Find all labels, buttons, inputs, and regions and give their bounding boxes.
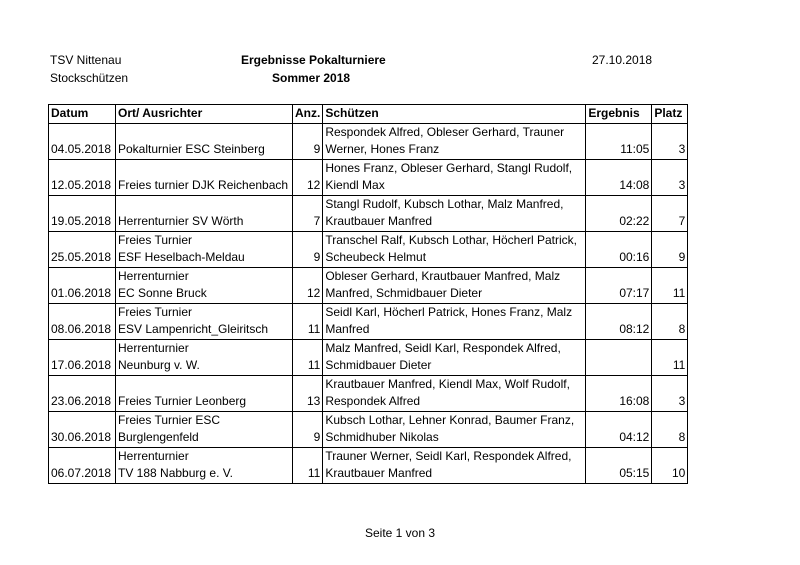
cell-ort — [116, 303, 293, 339]
cell-ergebnis: 11:05 — [586, 123, 652, 159]
cell-schuetzen-line1: Krautbauer Manfred, Kiendl Max, Wolf Rudolf, — [325, 376, 570, 391]
cell-schuetzen — [323, 195, 586, 231]
cell-schuetzen-line2: Werner, Hones Franz — [325, 142, 440, 156]
table-row — [49, 339, 688, 375]
cell-ort — [116, 339, 293, 375]
cell-ort-line1: Freies Turnier ESC — [118, 412, 221, 427]
cell-ort-line1: Herrenturnier — [118, 340, 189, 355]
cell-schuetzen — [323, 375, 586, 411]
cell-ort-line2: TV 188 Nabburg e. V. — [118, 466, 233, 480]
column-header-ort: Ort/ Ausrichter — [116, 105, 293, 124]
cell-datum: 08.06.2018 — [49, 303, 116, 339]
cell-schuetzen-line2: Krautbauer Manfred — [325, 466, 433, 480]
cell-ergebnis: 00:16 — [586, 231, 652, 267]
cell-ort — [116, 123, 293, 159]
cell-schuetzen — [323, 123, 586, 159]
page-title: Ergebnisse Pokalturniere — [241, 53, 386, 67]
document-date: 27.10.2018 — [592, 53, 653, 67]
cell-schuetzen-line2: Manfred — [325, 322, 370, 336]
cell-anz: 11 — [293, 447, 323, 483]
cell-schuetzen-line2: Respondek Alfred — [325, 394, 421, 408]
department-name: Stockschützen — [50, 71, 129, 85]
page-footer: Seite 1 von 3 — [364, 526, 436, 540]
table-row — [49, 123, 688, 159]
cell-datum: 30.06.2018 — [49, 411, 116, 447]
cell-ergebnis — [586, 339, 652, 375]
cell-schuetzen-line2: Schmidbauer Dieter — [325, 358, 432, 372]
cell-ort-line1 — [118, 376, 290, 394]
cell-ergebnis: 07:17 — [586, 267, 652, 303]
cell-anz: 11 — [293, 303, 323, 339]
cell-datum: 17.06.2018 — [49, 339, 116, 375]
column-header-platz: Platz — [652, 105, 688, 124]
cell-schuetzen-line2: Manfred, Schmidbauer Dieter — [325, 286, 483, 300]
cell-ergebnis: 04:12 — [586, 411, 652, 447]
cell-schuetzen-line2: Kiendl Max — [325, 178, 385, 192]
cell-ort-line1: Freies Turnier — [118, 304, 193, 319]
cell-ort-line2: Freies turnier DJK Reichenbach — [118, 178, 289, 192]
cell-ort-line2: Burglengenfeld — [118, 430, 199, 444]
column-header-datum: Datum — [49, 105, 116, 124]
cell-ort — [116, 267, 293, 303]
cell-schuetzen — [323, 231, 586, 267]
cell-schuetzen-line1: Transchel Ralf, Kubsch Lothar, Höcherl Patrick, — [325, 232, 578, 247]
cell-anz: 9 — [293, 123, 323, 159]
cell-ergebnis: 16:08 — [586, 375, 652, 411]
organization-name: TSV Nittenau — [50, 53, 122, 67]
cell-datum: 06.07.2018 — [49, 447, 116, 483]
cell-schuetzen-line1: Stangl Rudolf, Kubsch Lothar, Malz Manfred, — [325, 196, 564, 211]
results-table — [48, 104, 688, 484]
cell-anz: 12 — [293, 159, 323, 195]
cell-ort-line2: EC Sonne Bruck — [118, 286, 207, 300]
cell-platz: 3 — [652, 123, 688, 159]
cell-platz: 3 — [652, 375, 688, 411]
cell-schuetzen — [323, 159, 586, 195]
cell-platz: 9 — [652, 231, 688, 267]
table-row — [49, 231, 688, 267]
cell-ort-line2: Neunburg v. W. — [118, 358, 200, 372]
table-row — [49, 411, 688, 447]
cell-ort-line2: Freies Turnier Leonberg — [118, 394, 247, 408]
cell-datum: 19.05.2018 — [49, 195, 116, 231]
cell-anz: 7 — [293, 195, 323, 231]
cell-ort — [116, 159, 293, 195]
cell-ergebnis: 05:15 — [586, 447, 652, 483]
cell-ort-line1: Herrenturnier — [118, 268, 189, 283]
cell-ort-line2: ESV Lampenricht_Gleiritsch — [118, 322, 269, 336]
cell-schuetzen — [323, 447, 586, 483]
table-row — [49, 195, 688, 231]
cell-anz: 12 — [293, 267, 323, 303]
cell-schuetzen — [323, 411, 586, 447]
column-header-ergebnis: Ergebnis — [586, 105, 652, 124]
cell-datum: 04.05.2018 — [49, 123, 116, 159]
cell-ort-line2: ESF Heselbach-Meldau — [118, 250, 245, 264]
cell-ort-line1: Freies Turnier — [118, 232, 193, 247]
table-row — [49, 159, 688, 195]
cell-schuetzen — [323, 303, 586, 339]
cell-anz: 13 — [293, 375, 323, 411]
table-row — [49, 447, 688, 483]
table-header-row — [49, 105, 688, 124]
cell-schuetzen — [323, 339, 586, 375]
cell-anz: 9 — [293, 411, 323, 447]
cell-schuetzen-line2: Krautbauer Manfred — [325, 214, 433, 228]
cell-platz: 10 — [652, 447, 688, 483]
cell-schuetzen — [323, 267, 586, 303]
cell-ort — [116, 411, 293, 447]
cell-schuetzen-line1: Malz Manfred, Seidl Karl, Respondek Alfred, — [325, 340, 561, 355]
cell-anz: 11 — [293, 339, 323, 375]
season-title: Sommer 2018 — [272, 71, 351, 85]
cell-ort — [116, 447, 293, 483]
cell-platz: 8 — [652, 303, 688, 339]
cell-ort-line1: Herrenturnier — [118, 448, 189, 463]
table-row — [49, 375, 688, 411]
cell-anz: 9 — [293, 231, 323, 267]
cell-ort — [116, 231, 293, 267]
column-header-schuetzen: Schützen — [323, 105, 586, 124]
cell-platz: 11 — [652, 267, 688, 303]
cell-datum: 25.05.2018 — [49, 231, 116, 267]
table-row — [49, 267, 688, 303]
cell-schuetzen-line1: Respondek Alfred, Obleser Gerhard, Trauner — [325, 124, 565, 139]
cell-ort-line2: Pokalturnier ESC Steinberg — [118, 142, 265, 156]
cell-schuetzen-line1: Seidl Karl, Höcherl Patrick, Hones Franz, Malz — [325, 304, 573, 319]
cell-datum: 23.06.2018 — [49, 375, 116, 411]
cell-schuetzen-line2: Scheubeck Helmut — [325, 250, 427, 264]
cell-ort-line1 — [118, 124, 290, 142]
cell-ort-line1 — [118, 196, 290, 214]
cell-schuetzen-line1: Trauner Werner, Seidl Karl, Respondek Alfred, — [325, 448, 572, 463]
cell-platz: 3 — [652, 159, 688, 195]
cell-platz: 7 — [652, 195, 688, 231]
cell-ort-line1 — [118, 160, 290, 178]
cell-schuetzen-line1: Kubsch Lothar, Lehner Konrad, Baumer Franz, — [325, 412, 575, 427]
cell-platz: 11 — [652, 339, 688, 375]
cell-ergebnis: 14:08 — [586, 159, 652, 195]
cell-schuetzen-line1: Hones Franz, Obleser Gerhard, Stangl Rudolf, — [325, 160, 573, 175]
cell-ort — [116, 195, 293, 231]
table-row — [49, 303, 688, 339]
cell-platz: 8 — [652, 411, 688, 447]
cell-ergebnis: 02:22 — [586, 195, 652, 231]
column-header-anz: Anz. — [293, 105, 323, 124]
cell-ort — [116, 375, 293, 411]
cell-datum: 12.05.2018 — [49, 159, 116, 195]
cell-datum: 01.06.2018 — [49, 267, 116, 303]
cell-schuetzen-line1: Obleser Gerhard, Krautbauer Manfred, Malz — [325, 268, 561, 283]
cell-ort-line2: Herrenturnier SV Wörth — [118, 214, 244, 228]
cell-schuetzen-line2: Schmidhuber Nikolas — [325, 430, 439, 444]
cell-ergebnis: 08:12 — [586, 303, 652, 339]
